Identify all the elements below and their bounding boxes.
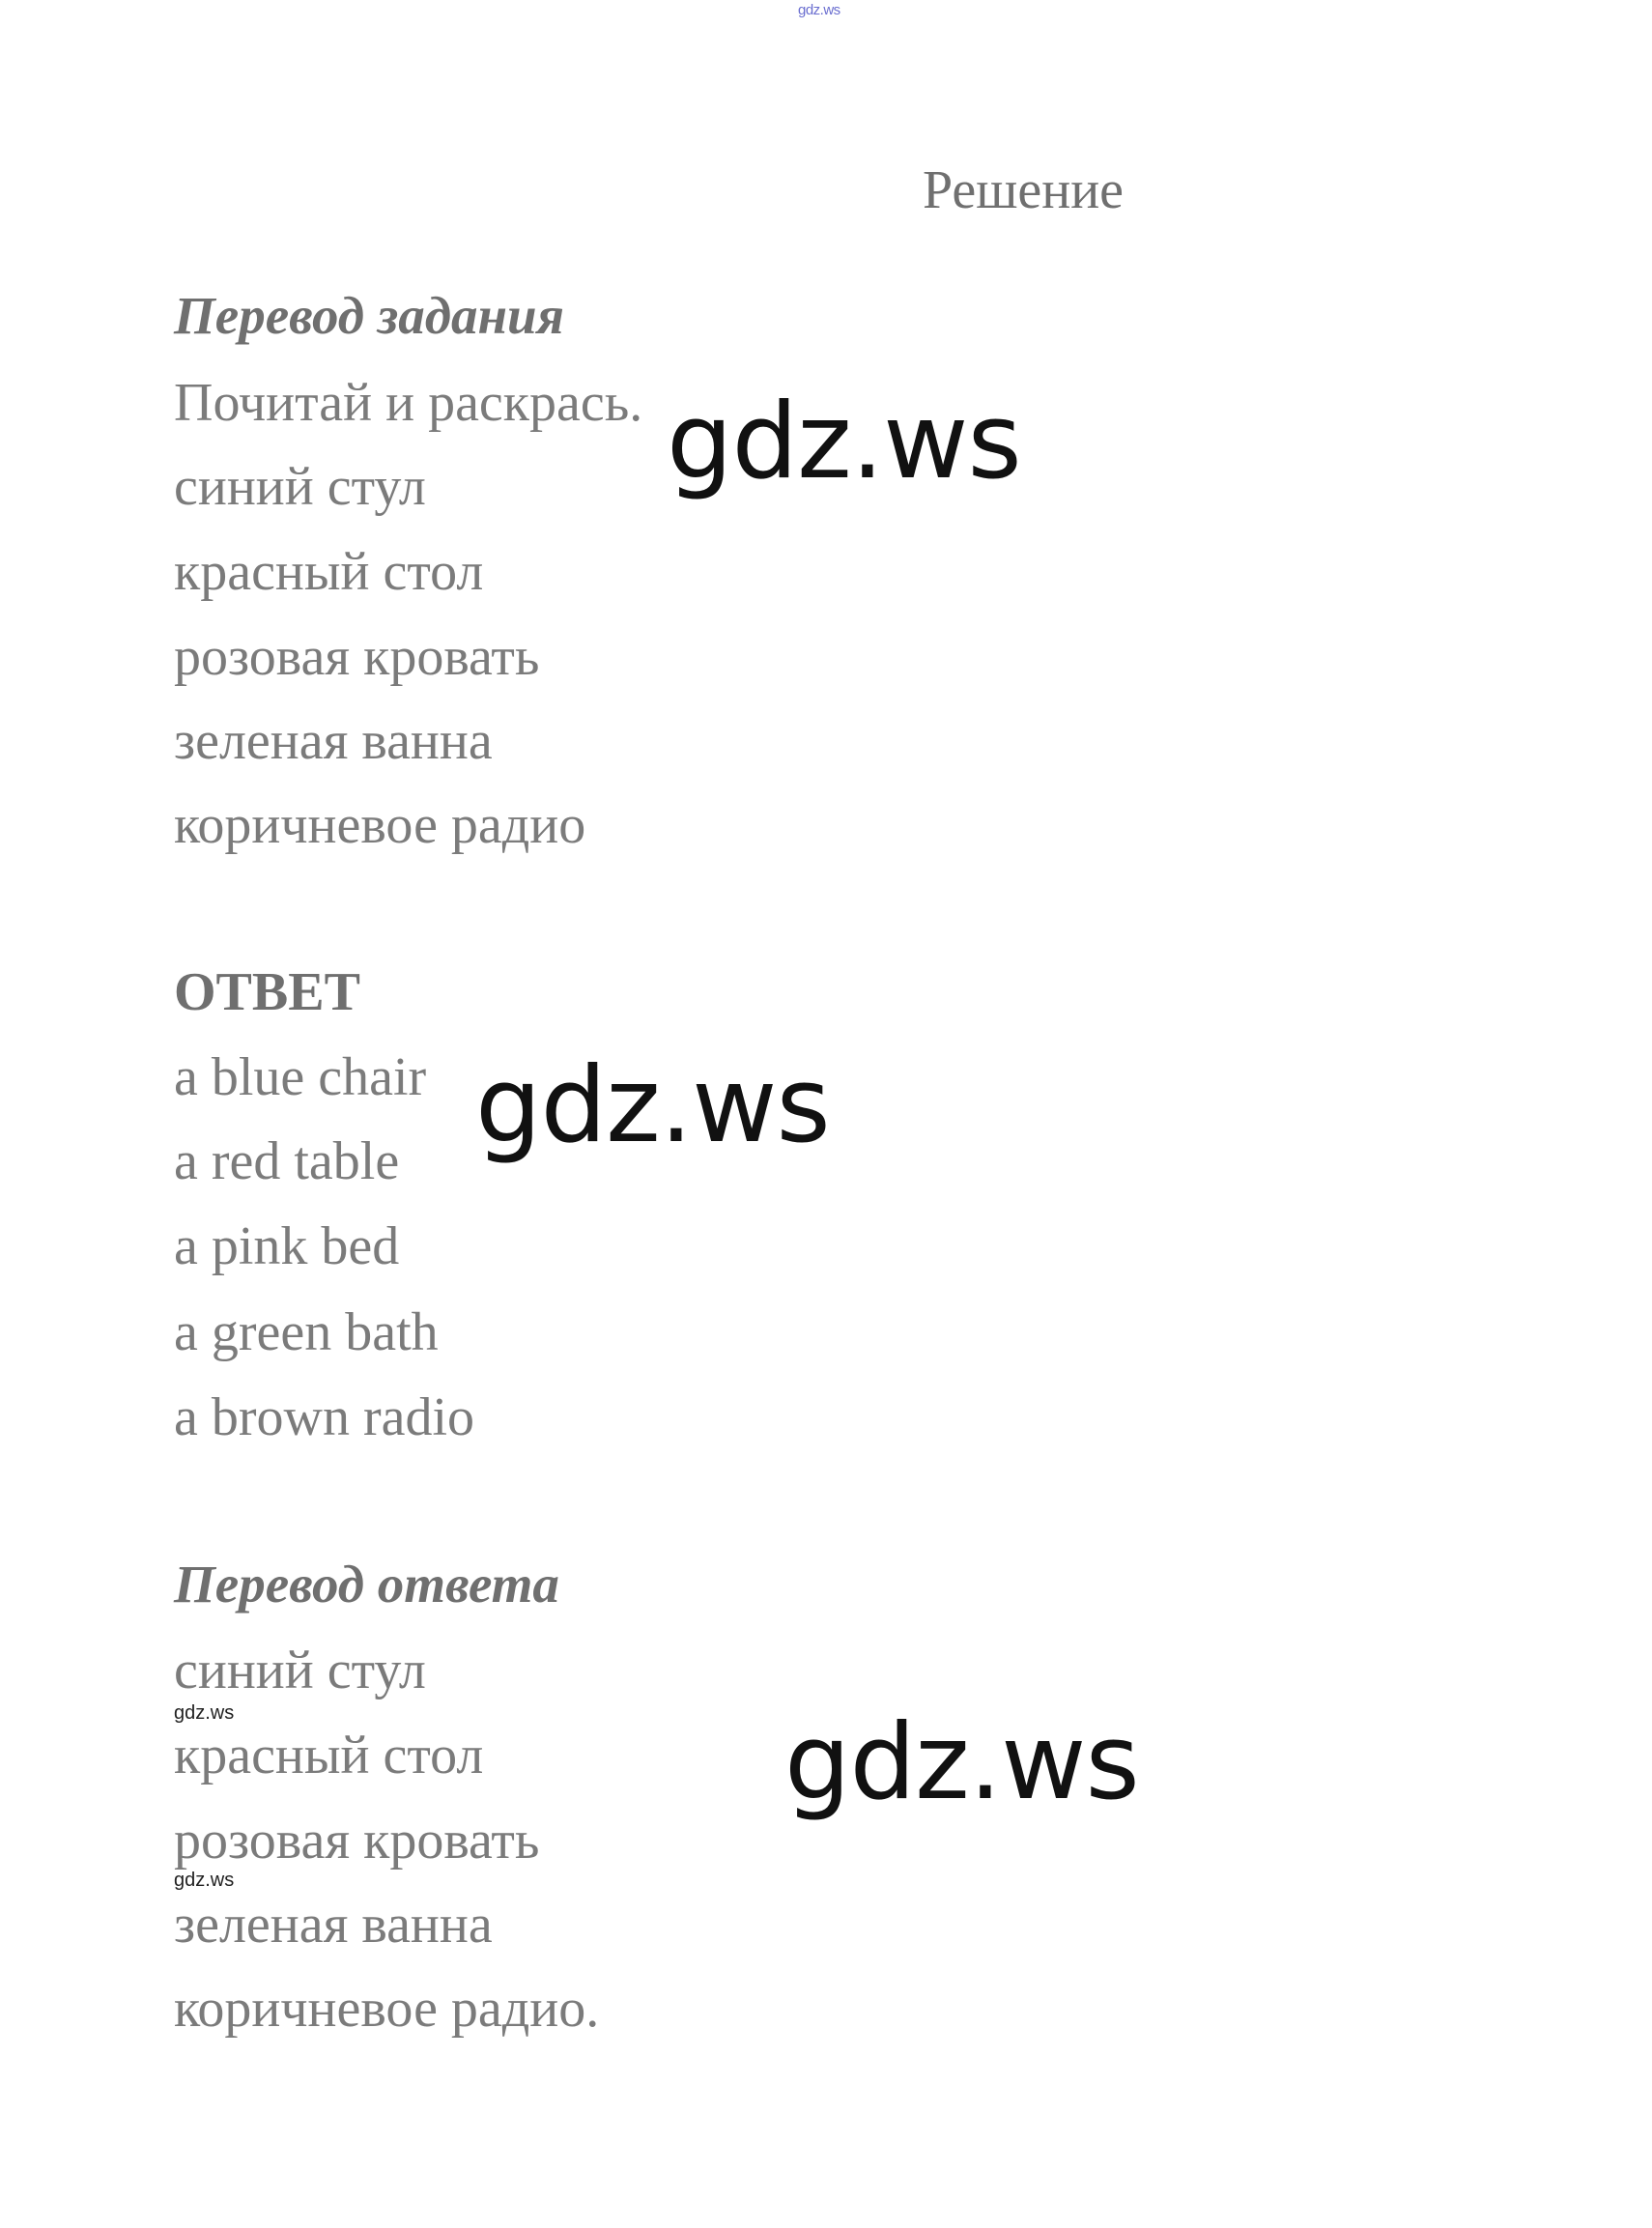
answer-line: a red table — [174, 1131, 400, 1191]
answer-translation-line: синий стул — [174, 1641, 426, 1700]
task-line: Почитай и раскрась. — [174, 373, 643, 433]
answer-translation-line: красный стол — [174, 1726, 484, 1785]
answer-line: a pink bed — [174, 1216, 400, 1276]
task-line: зеленая ванна — [174, 711, 493, 771]
task-line: красный стол — [174, 542, 484, 602]
watermark-big: gdz.ws — [475, 1045, 830, 1166]
task-translation-heading: Перевод задания — [174, 286, 564, 345]
task-line: синий стул — [174, 457, 426, 517]
watermark-big: gdz.ws — [784, 1702, 1139, 1823]
page-title: Решение — [923, 160, 1125, 220]
watermark-small: gdz.ws — [174, 1702, 235, 1724]
answer-line: a brown radio — [174, 1387, 475, 1447]
answer-line: a blue chair — [174, 1047, 427, 1107]
watermark-small: gdz.ws — [174, 1870, 235, 1891]
answer-heading: ОТВЕТ — [174, 962, 360, 1022]
watermark-big: gdz.ws — [667, 382, 1021, 502]
top-watermark: gdz.ws — [798, 2, 840, 18]
answer-translation-heading: Перевод ответа — [174, 1555, 559, 1614]
answer-translation-line: розовая кровать — [174, 1811, 540, 1871]
answer-translation-line: зеленая ванна — [174, 1895, 493, 1955]
task-line: коричневое радио — [174, 795, 586, 855]
answer-translation-line: коричневое радио. — [174, 1979, 600, 2039]
answer-line: a green bath — [174, 1302, 439, 1362]
task-line: розовая кровать — [174, 627, 540, 687]
